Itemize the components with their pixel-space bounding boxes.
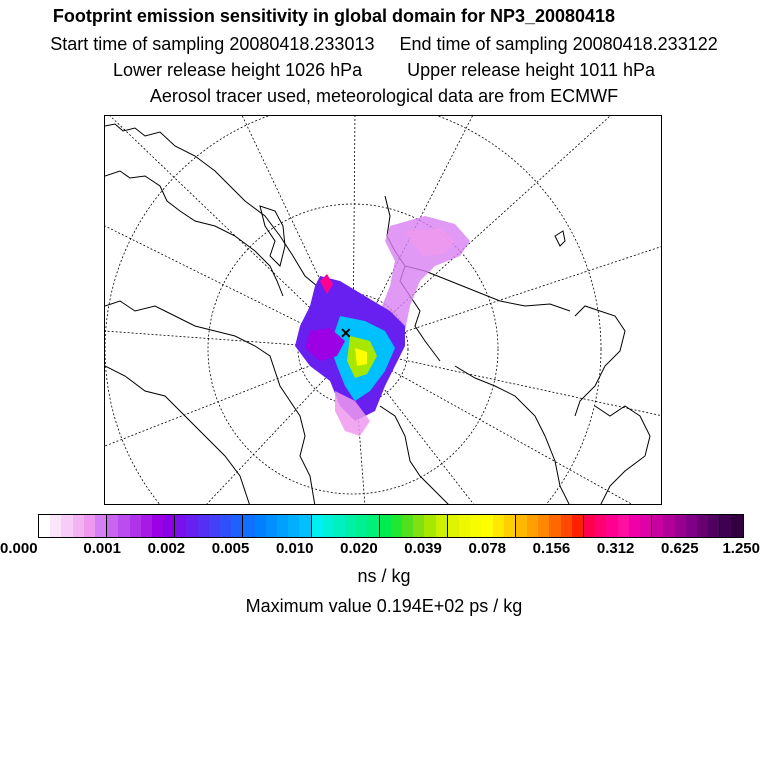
tracer-info: Aerosol tracer used, meteorological data are from ECMWF [149,86,619,106]
colorbar-tick-label: 0.001 [83,540,121,557]
colorbar-swatch [186,515,197,537]
colorbar-swatch [719,515,731,537]
colorbar-swatch [708,515,719,537]
colorbar-swatch [413,515,424,537]
colorbar-swatch [675,515,686,537]
colorbar-swatch [266,515,277,537]
colorbar-swatch [459,515,470,537]
coastline [105,301,315,505]
colorbar-swatch [606,515,617,537]
coastline [105,366,250,505]
coastline [380,406,450,505]
colorbar-labels [0,540,768,560]
colorbar-swatch [118,515,129,537]
colorbar-swatch [288,515,299,537]
colorbar [38,514,744,538]
island-outline [555,231,565,246]
colorbar-swatch [334,515,345,537]
maximum-value-label: Maximum value 0.194E+02 ps / kg [245,596,523,616]
colorbar-tick-label: 0.010 [275,540,314,557]
release-marker-glyph: ✕ [340,325,352,341]
coastline [455,366,570,505]
colorbar-tick-label: 0.020 [340,540,378,557]
colorbar-swatch [538,515,549,537]
colorbar-swatch [640,515,651,537]
colorbar-swatch [242,515,254,537]
colorbar-swatch [583,515,595,537]
colorbar-swatch [629,515,640,537]
colorbar-swatch [618,515,629,537]
coastline [105,124,317,286]
colorbar-tick-label: 0.312 [596,540,635,557]
colorbar-tick-label: 0.002 [147,540,186,557]
colorbar-swatch [481,515,492,537]
colorbar-swatch [231,515,242,537]
release-point-marker [340,325,352,341]
colorbar-swatch [595,515,606,537]
colorbar-swatch [493,515,504,537]
colorbar-swatch [424,515,435,537]
colorbar-tick-label: 0.039 [404,540,442,557]
colorbar-swatch [436,515,447,537]
colorbar-tick-label: 0.000 [0,540,38,557]
colorbar-swatch [95,515,106,537]
colorbar-swatch [39,515,50,537]
colorbar-swatch [549,515,560,537]
colorbar-tick-label: 0.625 [661,540,699,557]
colorbar-swatch [152,515,163,537]
colorbar-swatch [198,515,209,537]
colorbar-swatch [470,515,481,537]
colorbar-swatch [277,515,288,537]
start-time-label: Start time of sampling 20080418.233013 [50,34,375,54]
colorbar-swatch [561,515,572,537]
colorbar-swatch [209,515,220,537]
colorbar-swatch [255,515,266,537]
colorbar-unit-label: ns / kg [357,566,411,586]
colorbar-swatch [402,515,413,537]
colorbar-swatch [447,515,459,537]
upper-height-label: Upper release height 1011 hPa [407,60,656,80]
colorbar-swatch [686,515,697,537]
meridian-line [353,349,635,505]
colorbar-swatch [163,515,174,537]
release-heights [0,59,768,81]
colorbar-swatch [356,515,367,537]
map-panel [104,115,662,505]
colorbar-swatch [504,515,515,537]
colorbar-tick-label: 1.250 [722,540,760,557]
colorbar-tick-label: 0.005 [211,540,250,557]
colorbar-swatch [141,515,152,537]
coastline [575,306,625,416]
colorbar-swatch [367,515,378,537]
colorbar-swatch [663,515,674,537]
colorbar-swatch [731,515,742,537]
meridian-line [353,349,662,416]
figure-title: Footprint emission sensitivity in global domain for NP3_20080418 [52,6,616,26]
colorbar-swatch [697,515,708,537]
colorbar-swatch [345,515,356,537]
sampling-times [0,33,768,55]
colorbar-swatch [391,515,402,537]
polar-map [105,116,662,505]
colorbar-swatch [130,515,141,537]
colorbar-swatch [527,515,538,537]
colorbar-tick-label: 0.078 [468,540,507,557]
lower-height-label: Lower release height 1026 hPa [112,60,363,80]
colorbar-swatch [50,515,61,537]
colorbar-swatch [106,515,118,537]
colorbar-swatch [84,515,95,537]
coastline [105,171,283,296]
colorbar-swatch [61,515,72,537]
end-time-label: End time of sampling 20080418.233122 [399,34,718,54]
colorbar-swatch [174,515,186,537]
colorbar-swatch [515,515,527,537]
colorbar-swatch [379,515,391,537]
colorbar-swatch [651,515,663,537]
coastline [595,406,650,505]
colorbar-swatch [299,515,310,537]
colorbar-swatch [73,515,84,537]
footprint-plume [295,216,470,436]
colorbar-swatch [323,515,334,537]
colorbar-swatch [220,515,231,537]
colorbar-swatch [311,515,323,537]
colorbar-tick-label: 0.156 [532,540,571,557]
colorbar-swatch [572,515,583,537]
